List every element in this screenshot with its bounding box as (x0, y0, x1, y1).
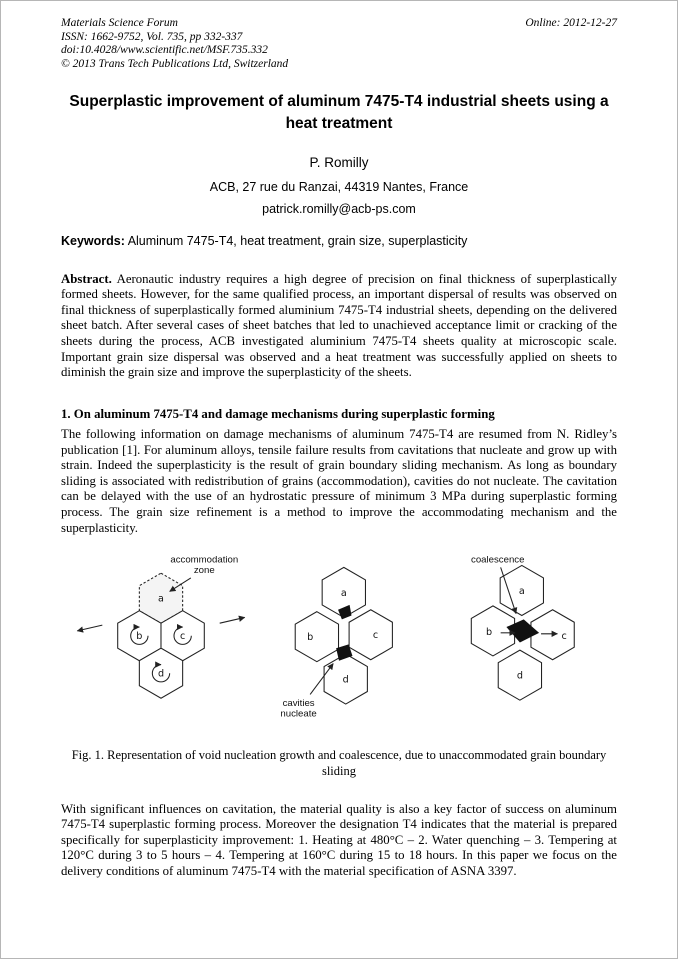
issn-line: ISSN: 1662-9752, Vol. 735, pp 332-337 (61, 30, 243, 43)
grain-label-d: d (342, 674, 349, 686)
grain-label-a: a (518, 586, 525, 598)
abstract-paragraph (61, 272, 617, 381)
hexagon-grain-b (295, 612, 338, 662)
cavities-nucleate-label: cavities (282, 698, 315, 710)
coalescence-label: coalescence (471, 554, 525, 566)
grain-label-a: a (158, 593, 164, 605)
keywords-line (61, 234, 617, 248)
grain-label-a: a (340, 587, 347, 599)
journal-header (61, 17, 617, 71)
grain-label-d: d (157, 668, 165, 680)
figure-1-caption: Fig. 1. Representation of void nucleation growth and coalescence, due to unaccommodated grain boundary sliding (71, 748, 607, 779)
keywords-label: Keywords: (61, 233, 125, 248)
figure-1-svg (69, 552, 609, 730)
abstract-text: Aeronautic industry requires a high degree of precision on final thickness of superplastically formed sheets. However, for the same qualified process, an important dispersal of results was observed on final thickness of superplastically formed aluminium 7475-T4 industrial sheets, depending on the delivered sheet batch. After several cases of sheet batches that led to unachieved acceptance limit or cracking of the sheets during the process, ACB investigated aluminium 7475-T4 sheets quality at microscopic scale. Important grain size dispersal was observed and a heat treatment was successfully applied on sheets to diminish the grain size and improve the superplasticity of the sheets. (61, 271, 617, 380)
copyright-line: © 2013 Trans Tech Publications Ltd, Switzerland (61, 57, 289, 70)
author-affiliation: ACB, 27 rue du Ranzai, 44319 Nantes, France (209, 179, 469, 194)
hexagon-grain-c (531, 610, 574, 660)
accommodation-zone-label: accommodation (170, 554, 239, 566)
journal-info (61, 17, 288, 71)
figure-1 (61, 552, 617, 780)
grain-label-d: d (516, 670, 523, 682)
paper-title: Superplastic improvement of aluminum 7475-T4 industrial sheets using a heat treatment (69, 93, 609, 132)
doi-line: doi:10.4028/www.scientific.net/MSF.735.332 (61, 44, 268, 57)
grain-label-c: c (561, 631, 567, 643)
grain-label-c: c (372, 630, 379, 642)
grain-label-b: b (307, 632, 314, 644)
grain-label-b: b (486, 627, 493, 639)
cavities-nucleate-label: nucleate (280, 708, 317, 720)
author-email: patrick.romilly@acb-ps.com (262, 201, 416, 216)
abstract-label: Abstract. (61, 271, 112, 286)
section-1-heading: 1. On aluminum 7475-T4 and damage mechanisms during superplastic forming (61, 406, 495, 421)
keywords-text: Aluminum 7475-T4, heat treatment, grain size, superplasticity (124, 233, 468, 248)
grain-label-b: b (136, 631, 143, 643)
grain-label-c: c (180, 631, 186, 643)
hexagon-grain-b (471, 606, 514, 656)
journal-title: Materials Science Forum (61, 17, 178, 29)
shear-arrow-right (220, 618, 245, 624)
section-1-paragraph: The following information on damage mechanisms of aluminum 7475-T4 are resumed from N. Ridley’s publication [1]. For aluminum alloys, tensile failure results from cavitations that nucleate and grow up with strain. Indeed the superplasticity is the result of grain boundary sliding mechanism. As long as boundary sliding is associated with redistribution of grains (accommodation), cavities do not nucleate. The cavitation can be delayed with the use of an hydrostatic pressure of minimum 3 MPa during superplastic forming process. The grain size refinement is a method to improve the accommodating mechanism and the superplasticity. (61, 426, 617, 535)
hexagon-grain-c (349, 610, 392, 660)
closing-paragraph: With significant influences on cavitation, the material quality is also a key factor of success on aluminum 7475-T4 superplastic forming process. Moreover the designation T4 indicates that the material is prepared specifically for superplasticity improvement: 1. Heating at 480°C – 2. Water quenching – 3. Tempering at 120°C during 3 to 5 hours – 4. Tempering at 160°C during 15 to 18 hours. In this paper we focus on the delivery conditions of aluminum 7475-T4 with the material specification of ASNA 3397. (61, 801, 617, 879)
accommodation-zone-label: zone (193, 565, 215, 577)
shear-arrow-left (77, 625, 102, 631)
online-date: Online: 2012-12-27 (525, 17, 617, 29)
author-name: P. Romilly (309, 154, 369, 170)
